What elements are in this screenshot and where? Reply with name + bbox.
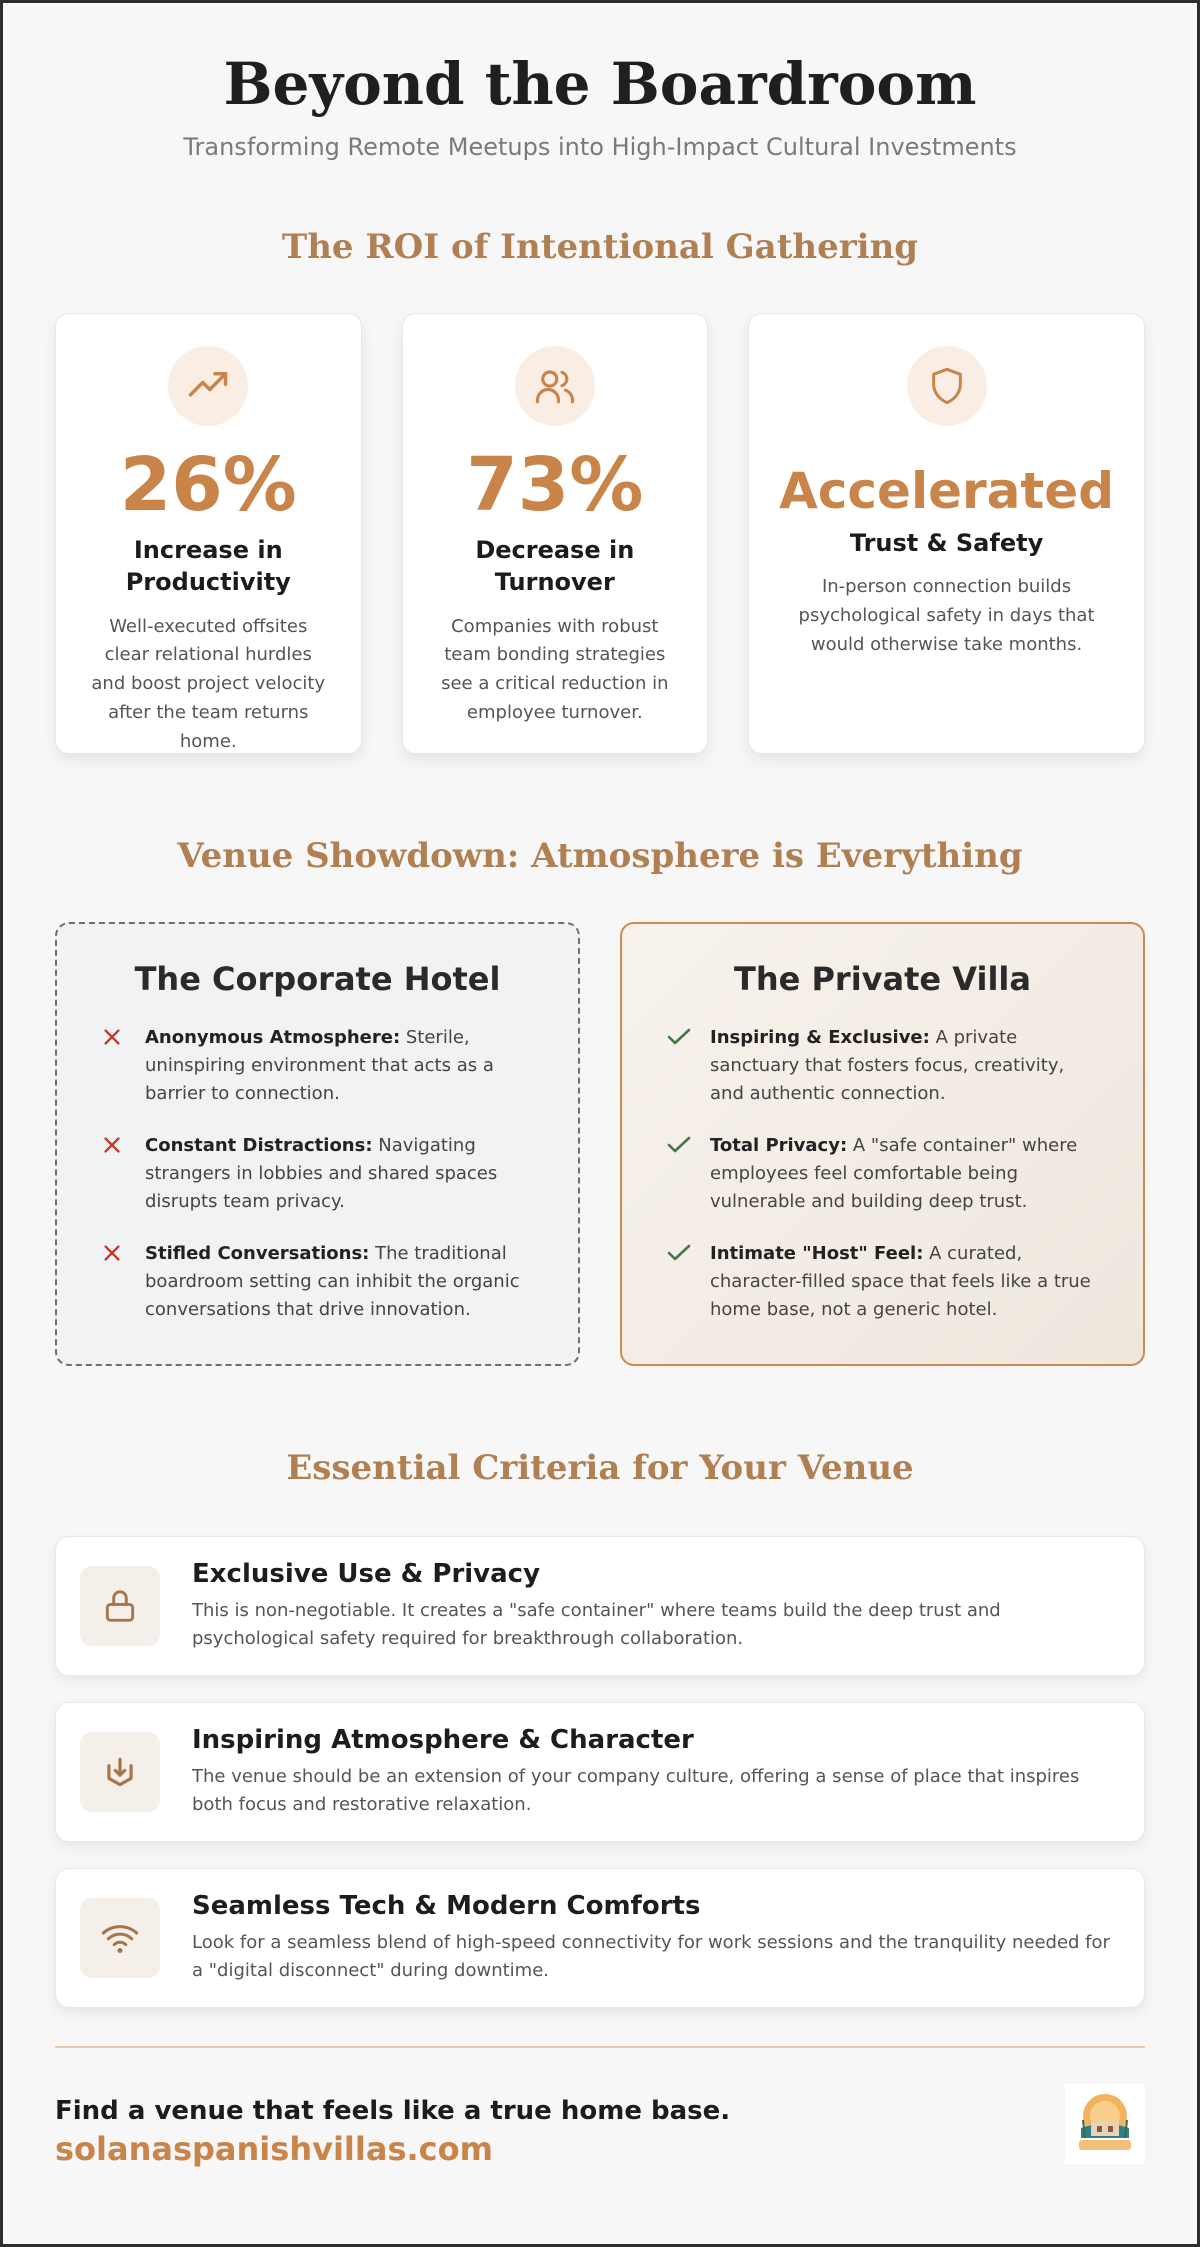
list-item-text [710, 1240, 1099, 1324]
shield-icon [907, 346, 987, 426]
list-item-body: A "safe container" where employees feel comfortable being vulnerable and building deep trust. [710, 1135, 1078, 1213]
stat-label-line: Turnover [494, 568, 615, 597]
list-item-heading: Inspiring & Exclusive: [710, 1026, 930, 1048]
page-subtitle: Transforming Remote Meetups into High-Impact Cultural Investments [183, 132, 1017, 161]
criterion-body [192, 1725, 1120, 1819]
villa-panel [620, 922, 1145, 1366]
stat-label-line: Productivity [125, 568, 291, 597]
wifi-icon [80, 1898, 160, 1978]
stat-description: Well-executed offsites clear relational hurdles and boost project velocity after the team returns home. [91, 615, 326, 752]
hotel-panel [55, 922, 580, 1366]
list-item-text [145, 1132, 534, 1216]
list-item [666, 1240, 1099, 1324]
list-item-heading: Total Privacy: [710, 1135, 848, 1157]
venue-comparison [55, 922, 1145, 1366]
list-item-body: Navigating strangers in lobbies and shared spaces disrupts team privacy. [145, 1135, 498, 1213]
criterion-atmosphere [55, 1702, 1145, 1842]
list-item [101, 1240, 534, 1324]
list-item-text [145, 1024, 534, 1108]
stat-label: Trust & Safety [849, 528, 1044, 557]
list-item-text [710, 1024, 1099, 1108]
stat-label [433, 534, 678, 599]
trending-up-icon [168, 346, 248, 426]
check-icon [666, 1132, 696, 1216]
list-item-body: A private sanctuary that fosters focus, creativity, and authentic connection. [710, 1026, 1065, 1104]
list-item-text [710, 1132, 1099, 1216]
footer-divider [55, 2046, 1145, 2048]
stat-label-line: Increase in [133, 535, 283, 564]
list-item-body: Sterile, uninspiring environment that acts as a barrier to connection. [145, 1026, 494, 1104]
criterion-title: Inspiring Atmosphere & Character [192, 1724, 694, 1755]
villa-title: The Private Villa [734, 959, 1031, 998]
criteria-section-title: Essential Criteria for Your Venue [286, 1447, 914, 1488]
venue-section-title: Venue Showdown: Atmosphere is Everything [177, 835, 1023, 876]
roi-section-title: The ROI of Intentional Gathering [281, 226, 919, 267]
criterion-privacy [55, 1536, 1145, 1676]
criterion-description: The venue should be an extension of your company culture, offering a sense of place that inspires both focus and restorative relaxation. [192, 1765, 1080, 1815]
list-item-body: A curated, character-filled space that feels like a true home base, not a generic hotel. [710, 1243, 1091, 1321]
stat-label-line: Decrease in [475, 535, 635, 564]
criterion-title: Seamless Tech & Modern Comforts [192, 1890, 701, 1921]
brand-logo [1065, 2084, 1145, 2164]
criterion-body [192, 1559, 1120, 1653]
hotel-title: The Corporate Hotel [134, 959, 501, 998]
stat-card-productivity [55, 313, 362, 754]
stat-description: In-person connection builds psychological safety in days that would otherwise take months. [798, 576, 1095, 655]
list-item-heading: Anonymous Atmosphere: [145, 1026, 401, 1048]
page-title: Beyond the Boardroom [223, 50, 977, 118]
x-icon [101, 1132, 131, 1216]
check-icon [666, 1240, 696, 1324]
criteria-list [55, 1536, 1145, 2008]
criterion-title: Exclusive Use & Privacy [192, 1558, 541, 1589]
list-item-heading: Constant Distractions: [145, 1135, 373, 1157]
criterion-description: This is non-negotiable. It creates a "safe container" where teams build the deep trust and psychological safety required for breakthrough collaboration. [192, 1599, 1001, 1649]
lock-icon [80, 1566, 160, 1646]
stat-card-turnover [402, 313, 709, 754]
users-icon [515, 346, 595, 426]
list-item [101, 1024, 534, 1108]
criterion-body [192, 1891, 1120, 1985]
x-icon [101, 1240, 131, 1324]
footer-tagline: Find a venue that feels like a true home base. [55, 2095, 731, 2126]
stat-value: Accelerated [779, 461, 1114, 520]
roi-stats [55, 313, 1145, 754]
list-item-heading: Stifled Conversations: [145, 1243, 370, 1265]
stat-label [86, 534, 331, 599]
stat-value: 73% [466, 441, 644, 528]
list-item [666, 1024, 1099, 1108]
check-icon [666, 1024, 696, 1108]
stat-card-trust [748, 313, 1145, 754]
stat-description: Companies with robust team bonding strategies see a critical reduction in employee turnover. [441, 615, 669, 723]
footer [55, 2084, 1145, 2194]
list-item-text [145, 1240, 534, 1324]
list-item [101, 1132, 534, 1216]
list-item [666, 1132, 1099, 1216]
x-icon [101, 1024, 131, 1108]
anchor-down-icon [80, 1732, 160, 1812]
criterion-description: Look for a seamless blend of high-speed connectivity for work sessions and the tranquility needed for a "digital disconnect" during downtime. [192, 1931, 1110, 1981]
stat-value: 26% [119, 441, 297, 528]
website-link[interactable]: solanaspanishvillas.com [55, 2129, 493, 2168]
list-item-body: The traditional boardroom setting can inhibit the organic conversations that drive innovation. [145, 1243, 520, 1321]
infographic-page [3, 50, 1197, 2194]
criterion-tech [55, 1868, 1145, 2008]
list-item-heading: Intimate "Host" Feel: [710, 1243, 924, 1265]
